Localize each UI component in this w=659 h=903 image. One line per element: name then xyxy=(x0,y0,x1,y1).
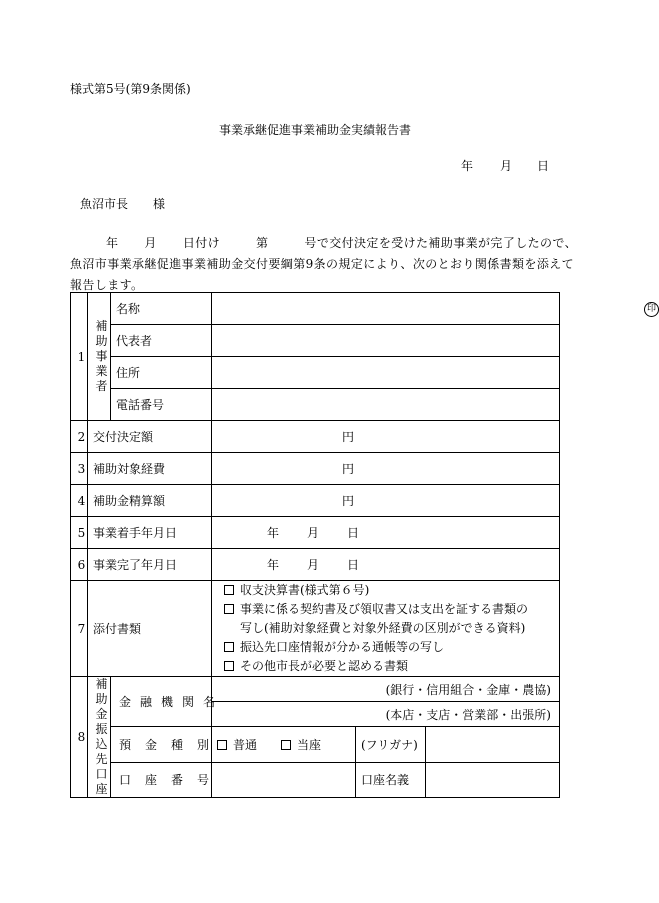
deposit-current: 当座 xyxy=(297,738,322,753)
row2-label: 交付決定額 xyxy=(88,421,212,453)
attachment-item[interactable]: 振込先口座情報が分かる通帳等の写し xyxy=(224,638,559,657)
field-label-name: 名称 xyxy=(111,293,212,325)
row4-label: 補助金精算額 xyxy=(88,485,212,517)
attachment-item-continuation: 写し(補助対象経費と対象外経費の区別ができる資料) xyxy=(240,621,526,635)
row7-label: 添付書類 xyxy=(88,581,212,677)
row3-value[interactable] xyxy=(212,453,560,485)
attachment-item[interactable]: 事業に係る契約書及び領収書又は支出を証する書類の xyxy=(224,600,559,619)
field-label-address: 住所 xyxy=(111,357,212,389)
row5-value[interactable] xyxy=(212,517,560,549)
row5-number: 5 xyxy=(71,517,88,549)
account-holder-label: 口座名義 xyxy=(356,762,426,797)
report-table xyxy=(70,292,656,798)
row3-label: 補助対象経費 xyxy=(88,453,212,485)
body-line-1 xyxy=(70,234,577,251)
attachment-item[interactable]: 収支決算書(様式第６号) xyxy=(224,581,559,600)
row5-day: 日 xyxy=(347,526,360,540)
row6-number: 6 xyxy=(71,549,88,581)
row6-year: 年 xyxy=(267,558,280,572)
row4-unit: 円 xyxy=(342,494,355,508)
date-month-label: 月 xyxy=(500,159,513,173)
bank-name-field[interactable] xyxy=(212,677,560,702)
seal-mark: 印 xyxy=(644,302,659,317)
row3-unit: 円 xyxy=(342,462,355,476)
row5-month: 月 xyxy=(307,526,320,540)
row7-number: 7 xyxy=(71,581,88,677)
row8-number: 8 xyxy=(71,677,88,798)
body-year: 年 xyxy=(106,236,119,250)
body-line-3: 報告します。 xyxy=(70,278,144,292)
bank-types: (銀行・信用組合・金庫・農協) xyxy=(385,682,551,697)
deposit-ordinary: 普通 xyxy=(233,738,258,753)
checkbox[interactable] xyxy=(224,585,234,595)
row6-value[interactable] xyxy=(212,549,560,581)
attachments-list xyxy=(212,581,560,677)
account-number-field[interactable] xyxy=(212,762,356,797)
row6-month: 月 xyxy=(307,558,320,572)
field-label-phone: 電話番号 xyxy=(111,389,212,421)
field-value-phone[interactable] xyxy=(212,389,560,421)
body-day-ref: 日付け xyxy=(182,236,221,250)
deposit-type-field xyxy=(212,727,356,762)
addressee-name: 魚沼市長 xyxy=(80,197,129,211)
row2-number: 2 xyxy=(71,421,88,453)
row1-number: 1 xyxy=(71,293,88,421)
document-title: 事業承継促進事業補助金実績報告書 xyxy=(218,123,411,137)
row8-group-label: 補 助 金 振 込 先 口 座 xyxy=(88,677,111,798)
deposit-label: 預金種別 xyxy=(111,727,212,762)
body-month: 月 xyxy=(144,236,157,250)
branch-name-field[interactable] xyxy=(212,702,560,727)
date-day-label: 日 xyxy=(537,159,550,173)
row4-value[interactable] xyxy=(212,485,560,517)
checkbox-current[interactable] xyxy=(281,740,291,750)
bank-label: 金融機関名 xyxy=(111,677,212,727)
checkbox-ordinary[interactable] xyxy=(217,740,227,750)
field-value-name[interactable] xyxy=(212,293,656,325)
checkbox[interactable] xyxy=(224,642,234,652)
row6-day: 日 xyxy=(347,558,360,572)
row2-value[interactable] xyxy=(212,421,560,453)
attachment-item[interactable]: その他市長が必要と認める書類 xyxy=(224,657,559,676)
body-dai: 第 xyxy=(256,236,269,250)
account-holder-field[interactable] xyxy=(426,762,560,797)
row6-label: 事業完了年月日 xyxy=(88,549,212,581)
field-value-representative[interactable] xyxy=(212,325,560,357)
row4-number: 4 xyxy=(71,485,88,517)
branch-types: (本店・支店・営業部・出張所) xyxy=(385,707,551,722)
row5-label: 事業着手年月日 xyxy=(88,517,212,549)
row5-year: 年 xyxy=(267,526,280,540)
date-year-label: 年 xyxy=(461,159,474,173)
body-line1-rest: 号で交付決定を受けた補助事業が完了したので、 xyxy=(304,236,577,250)
furigana-label: (フリガナ) xyxy=(356,727,426,762)
row1-group-label: 補 助 事 業 者 xyxy=(88,293,111,421)
body-line-2: 魚沼市事業承継促進事業補助金交付要綱第9条の規定により、次のとおり関係書類を添えて xyxy=(70,257,575,271)
furigana-field[interactable] xyxy=(426,727,560,762)
field-value-address[interactable] xyxy=(212,357,560,389)
field-label-representative: 代表者 xyxy=(111,325,212,357)
account-number-label: 口座番号 xyxy=(111,762,212,797)
row3-number: 3 xyxy=(71,453,88,485)
form-number: 様式第5号(第9条関係) xyxy=(70,82,191,96)
checkbox[interactable] xyxy=(224,661,234,671)
checkbox[interactable] xyxy=(224,604,234,614)
addressee-honorific: 様 xyxy=(153,197,166,211)
row2-unit: 円 xyxy=(342,430,355,444)
